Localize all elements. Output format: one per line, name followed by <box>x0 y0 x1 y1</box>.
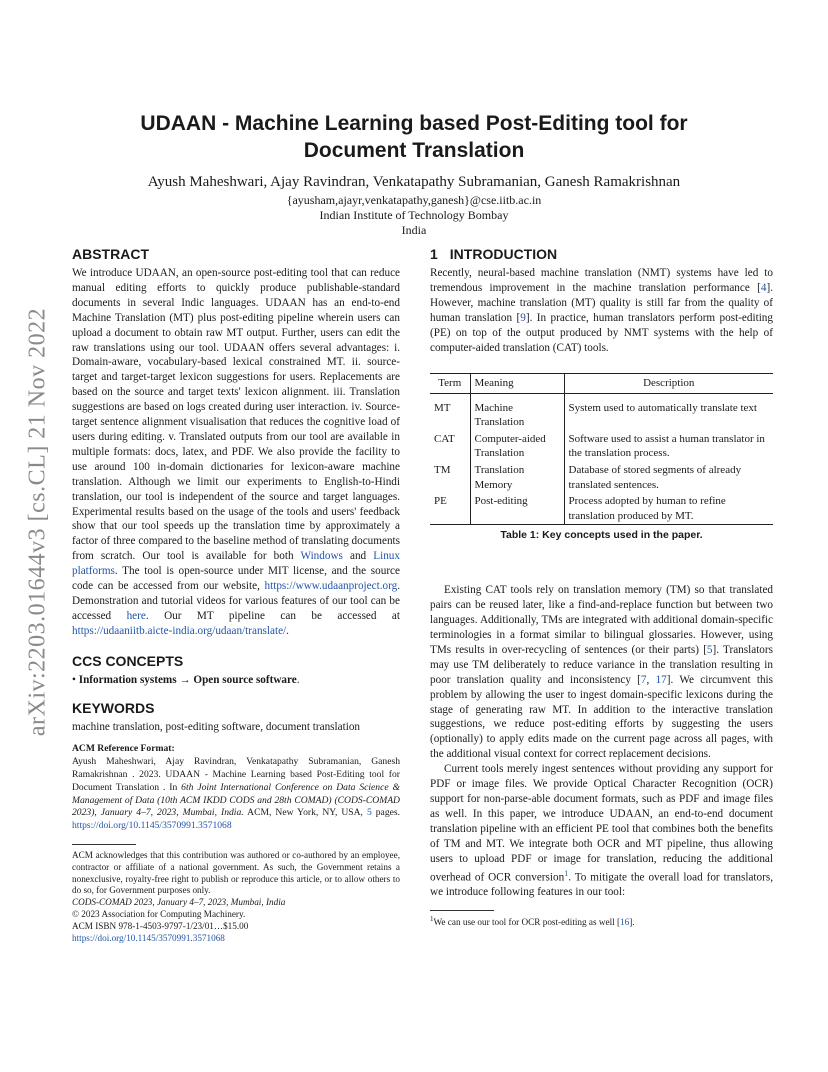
intro-paragraph-1: Recently, neural-based machine translation (NMT) systems have led to tremendous improvement in the machine translation performance [4]. However, machine translation (MT) quality is still far from the quality of human translation [9]. In practice, human translators perform post-editing (PE) on top of the output produced by NMT systems with the help of computer-aided translation (CAT) tools. <box>430 267 773 354</box>
arxiv-stamp <box>18 282 58 762</box>
key-concepts-table-wrap <box>430 373 773 525</box>
venue-note: CODS-COMAD 2023, January 4–7, 2023, Mumbai, India <box>72 897 286 908</box>
citation-7[interactable]: 7 <box>640 673 647 686</box>
windows-link[interactable]: Windows <box>300 550 343 563</box>
keywords-heading: KEYWORDS <box>72 699 155 716</box>
intro-heading: 1 INTRODUCTION <box>430 246 558 262</box>
copyright-note: © 2023 Association for Computing Machinery. <box>72 909 246 920</box>
linux-link[interactable]: Linux platforms <box>72 550 400 578</box>
table-row: MT Machine Translation System used to automatically translate text <box>430 400 773 431</box>
arxiv-stamp-text: arXiv:2203.01644v3 [cs.CL] 21 Nov 2022 <box>24 307 51 737</box>
footnote-mark-1[interactable]: 1 <box>564 868 569 878</box>
title-line-1: UDAAN - Machine Learning based Post-Editing tool for <box>140 112 688 135</box>
citation-4[interactable]: 4 <box>760 281 767 294</box>
ccs-heading: CCS CONCEPTS <box>72 652 184 669</box>
footnote-1: $^1$We can use our tool for OCR post-editing as well [16]. <box>430 915 635 928</box>
footnote-rule-right <box>430 910 494 911</box>
col-header-description: Description <box>564 374 773 393</box>
title-line-2: Document Translation <box>303 139 525 162</box>
institution: Indian Institute of Technology Bombay <box>319 208 509 222</box>
intro-paragraph-3: Current tools merely ingest sentences without providing any support for PDF or image files. We provide Optical Character Recognition (OCR) support for non-parse-able document formats, such as PDF and image files as well. In this paper, we introduce UDAAN, an end-to-end document translation pipeline with an efficient PE tool that combines both the benefits of TM and MT. We integrate both OCR and MT pipeline, thus allowing users to upload PDF or image for translation, reducing the additional overhead of OCR conversion$^1$. To mitigate the overall load for translators, we introduce following features in our tool: <box>430 763 773 899</box>
isbn-note: ACM ISBN 978-1-4503-9797-1/23/01…$15.00 <box>72 920 249 931</box>
country: India <box>401 223 427 237</box>
left-column <box>72 246 400 944</box>
table-row: PE Post-editing Process adopted by human to refine translation produced by MT. <box>430 493 773 524</box>
website-link[interactable]: https://www.udaanproject.org <box>264 580 398 593</box>
mt-pipeline-link[interactable]: https://udaaniitb.aicte-india.org/udaan/translate/ <box>72 624 287 637</box>
table-row: CAT Computer-aided Translation Software used to assist a human translator in the translation process. <box>430 431 773 462</box>
footer-doi-link[interactable]: https://doi.org/10.1145/3570991.3571068 <box>72 932 225 943</box>
citation-16[interactable]: 16 <box>620 917 630 928</box>
ccs-item: • Information systems → Open source software. <box>72 673 300 686</box>
table-row: TM Translation Memory Database of stored segments of already translated sentences. <box>430 462 773 493</box>
citation-5[interactable]: 5 <box>706 643 713 656</box>
abstract-text: We introduce UDAAN, an open-source post-editing tool that can reduce manual editing efforts to quickly produce publishable-standard documents in several Indic languages. UDAAN has an end-to-end Machine Translation (MT) plus post-editing pipeline wherein users can upload a document to obtain raw MT output. Further, users can edit the raw translations using our tool. UDAAN offers several advantages: i. Domain-aware, vocabulary-based lexical constrained MT. ii. source-target and target-target lexicon suggestions for users. Replacements are based on the source and target texts' lexicon alignment. iii. Translation suggestions are based on logs created during user interaction. iv. Source-target sentence alignment visualisation that reduces the cognitive load of users during editing. v. Translated outputs from our tool are available in multiple formats: docs, latex, and PDF. We also provide the facility to use around 100 in-domain dictionaries for lexicon-aware machine translation. Although we limit our experiments to English-to-Hindi translation, our tool is independent of the source and target languages. Experimental results based on the usage of the tools and users' feedback show that our tool speeds up the translation time by approximately a factor of three compared to the baseline method of translating documents from scratch. Our tool is available for both Windows and Linux platforms. The tool is open-source under MIT license, and the source code can be accessed from our website, https://www.udaanproject.org. Demonstration and tutorial videos for various features of our tool can be accessed here. Our MT pipeline can be accessed at https://udaaniitb.aicte-india.org/udaan/translate/. <box>72 267 400 637</box>
footnote-rule-left <box>72 844 136 845</box>
author-emails: {ayusham,ajayr,venkatapathy,ganesh}@cse.iitb.ac.in <box>286 193 542 207</box>
intro-paragraph-2: Existing CAT tools rely on translation memory (TM) so that translated pairs can be reused later, like a find-and-replace function but between two languages. Additionally, TMs are integrated with additional domain-specific terminologies in a format similar to bilingual glossaries. However, using TMs results in over-recycling of sentences (or their parts) [5]. Translators may use TM deliberately to reduce variance in the translation resulting in poor translation quality and inconsistency [7, 17]. We circumvent this problem by allowing the user to ingest domain-specific lexicons during the stage of generating raw MT. In addition to the interactive translation suggestions, we reduce post-editing efforts by suggesting the users (optionally) to apply edits made on the current page across all pages, with the additional visual context for correct replacement decisions. <box>430 584 773 761</box>
col-header-term: Term <box>430 374 470 393</box>
citation-9[interactable]: 9 <box>520 311 526 324</box>
paper-title <box>100 110 728 164</box>
authors: Ayush Maheshwari, Ajay Ravindran, Venkatapathy Subramanian, Ganesh Ramakrishnan <box>147 174 681 190</box>
acm-doi-link[interactable]: https://doi.org/10.1145/3570991.3571068 <box>72 820 232 832</box>
table-caption: Table 1: Key concepts used in the paper. <box>500 529 703 542</box>
abstract-heading: ABSTRACT <box>72 246 149 262</box>
citation-17[interactable]: 17 <box>655 673 667 686</box>
col-header-meaning: Meaning <box>470 374 564 393</box>
keywords-text: machine translation, post-editing software, document translation <box>72 720 361 733</box>
acm-reference-heading: ACM Reference Format: <box>72 743 175 755</box>
pages-link[interactable]: 5 <box>366 807 372 819</box>
acm-reference: ACM Reference Format: Ayush Maheshwari, Ajay Ravindran, Venkatapathy Subramanian, Ganesh Ramakrishnan . 2023. UDAAN - Machine Learning based Post-Editing tool for Document Translation . In 6th Joint International Conference on Data Science & Management of Data (10th ACM IKDD CODS and 28th COMAD) (CODS-COMAD 2023), January 4–7, 2023, Mumbai, India. ACM, New York, NY, USA, 5 pages. https://doi.org/10.1145/3570991.3571068 <box>72 743 400 832</box>
key-concepts-table <box>430 374 773 524</box>
tutorial-link[interactable]: here <box>126 609 146 622</box>
copyright-block <box>72 850 400 944</box>
right-column <box>430 246 773 929</box>
ack-note: ACM acknowledges that this contribution was authored or co-authored by an employee, contractor or affiliate of a national government. As such, the Government retains a nonexclusive, royalty-free right to publish or reproduce this article, or to allow others to do so, for Government purposes only. <box>72 850 400 896</box>
